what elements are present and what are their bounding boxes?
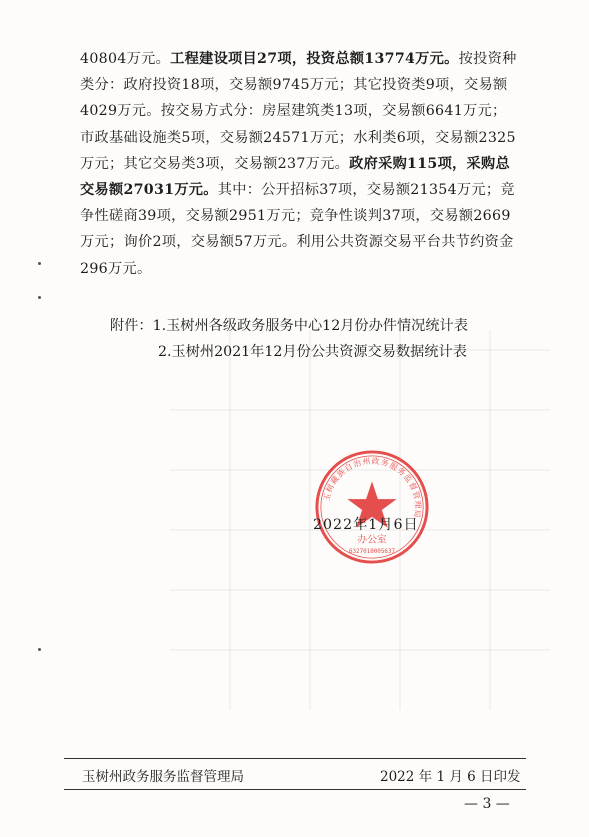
margin-dot [38, 648, 41, 651]
body-text-1: 40804万元。 [80, 51, 171, 67]
body-text-2: 按投资种类分：政府投资18项，交易额9745万元；其它投资类9项，交易额4029万元。按交易方式分：房屋建筑类13项，交易额6641万元；市政基础设施类5项，交易额24571万元；水利类6项，交易额2325万元；其它交易类3项，交易额237万元。 [80, 51, 517, 172]
margin-dot [38, 296, 41, 299]
signature-date: 2022年1月6日 [313, 517, 419, 533]
attachment-item-1: 附件：1.玉树州各级政务服务中心12月份办件情况统计表 [110, 318, 468, 334]
seal-ring-text: 玉树藏族自治州政务服务监督管理局 [322, 456, 423, 520]
margin-dot [38, 262, 41, 265]
body-bold-engineering: 工程建设项目27项，投资总额13774万元。 [170, 51, 459, 67]
seal-number: 6327010005637 [348, 549, 396, 556]
footer-rule-top [64, 758, 526, 759]
page-number: — 3 — [464, 796, 510, 812]
official-seal [313, 448, 431, 566]
body-text-3: 其中：公开招标37项，交易额21354万元；竞争性磋商39项，交易额2951万元；竞争性谈判37项，交易额2669万元；询价2项，交易额57万元。利用公共资源交易平台共节约资金296万元。 [80, 182, 515, 277]
attachment-item-2: 2.玉树州2021年12月份公共资源交易数据统计表 [158, 344, 467, 360]
seal-center-text: 办公室 [357, 534, 387, 546]
footer-rule-bottom [64, 789, 526, 790]
body-paragraph [80, 46, 520, 282]
footer-issuer: 玉树州政务服务监督管理局 [82, 769, 244, 785]
body-bold-procurement: 政府采购115项，采购总交易额27031万元。 [80, 155, 511, 199]
footer-issue-date: 2022 年 1 月 6 日印发 [380, 769, 521, 785]
